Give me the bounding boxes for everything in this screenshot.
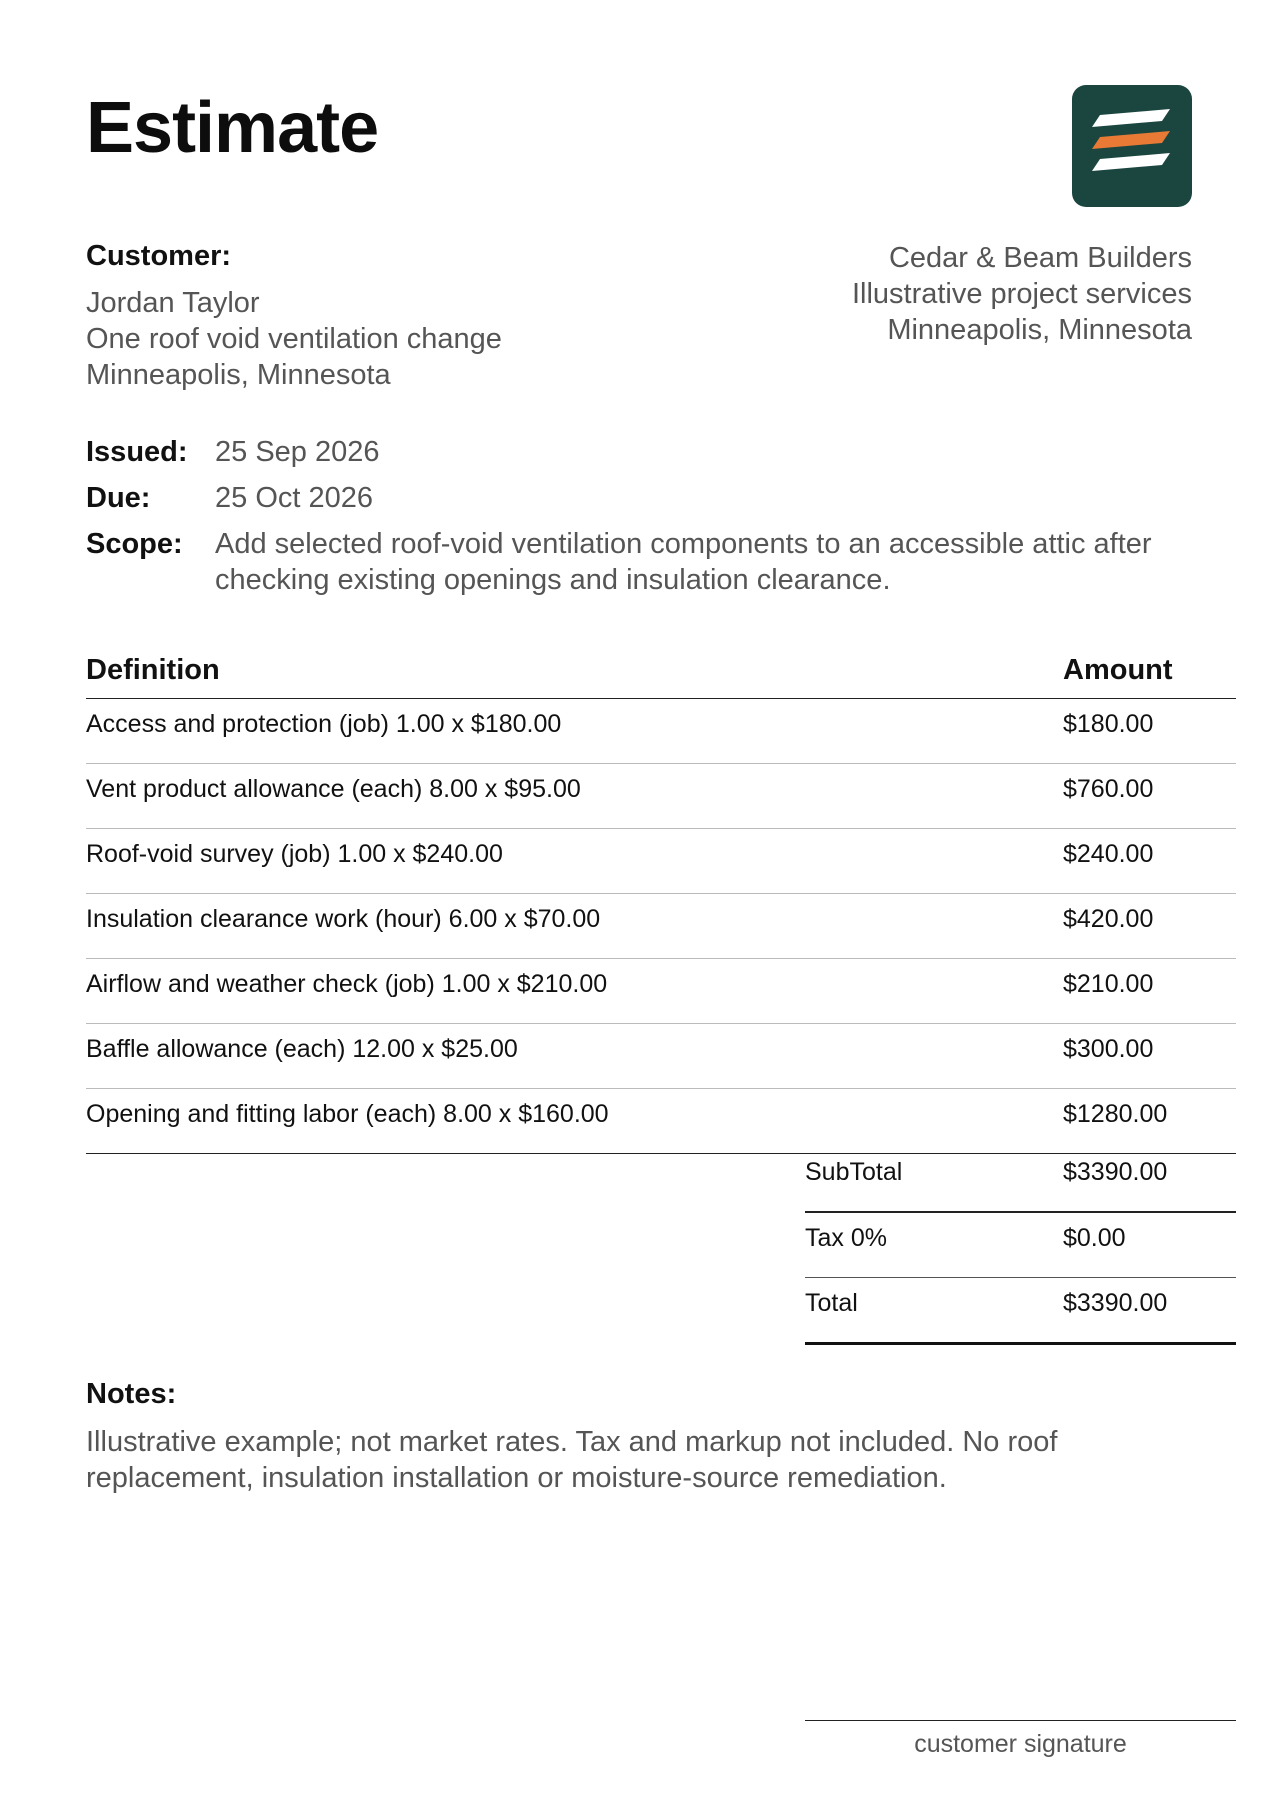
meta-row-scope [86, 526, 1196, 598]
customer-details [86, 285, 502, 393]
totals-block [805, 1147, 1236, 1345]
customer-location: Minneapolis, Minnesota [86, 359, 391, 391]
subtotal-label: SubTotal [805, 1157, 903, 1186]
table-row [86, 1024, 1236, 1089]
meta-row-issued [86, 434, 1196, 470]
subtotal-row [805, 1147, 1236, 1213]
meta-row-due [86, 480, 1196, 516]
issued-label: Issued: [86, 436, 188, 468]
due-label: Due: [86, 482, 151, 514]
item-amount: $180.00 [1063, 709, 1154, 738]
scope-text: Add selected roof-void ventilation components to an accessible attic after checking existing openings and insulation clearance. [215, 528, 1152, 596]
item-amount: $210.00 [1063, 969, 1154, 998]
item-description: Opening and fitting labor (each) 8.00 x $160.00 [86, 1099, 609, 1128]
item-description: Baffle allowance (each) 12.00 x $25.00 [86, 1034, 518, 1063]
total-row [805, 1278, 1236, 1345]
tax-value: $0.00 [1063, 1223, 1126, 1252]
item-description: Airflow and weather check (job) 1.00 x $210.00 [86, 969, 608, 998]
table-row [86, 699, 1236, 764]
customer-label: Customer: [86, 240, 232, 272]
item-description: Roof-void survey (job) 1.00 x $240.00 [86, 839, 503, 868]
table-row [86, 959, 1236, 1024]
issued-date: 25 Sep 2026 [215, 436, 380, 468]
notes-label: Notes: [86, 1378, 177, 1410]
customer-name: Jordan Taylor [86, 287, 260, 319]
due-date: 25 Oct 2026 [215, 482, 373, 514]
company-name: Cedar & Beam Builders [888, 242, 1192, 274]
table-header [86, 654, 1236, 699]
item-amount: $420.00 [1063, 904, 1154, 933]
signature-label: customer signature [914, 1730, 1127, 1758]
customer-project: One roof void ventilation change [86, 323, 502, 355]
table-row [86, 1089, 1236, 1154]
subtotal-value: $3390.00 [1063, 1157, 1168, 1186]
line-items-table [86, 654, 1236, 1154]
page-title: Estimate [86, 88, 379, 168]
item-description: Insulation clearance work (hour) 6.00 x $70.00 [86, 904, 601, 933]
item-amount: $760.00 [1063, 774, 1154, 803]
company-details [852, 240, 1192, 348]
item-amount: $1280.00 [1063, 1099, 1168, 1128]
table-row [86, 764, 1236, 829]
tax-label: Tax 0% [805, 1223, 887, 1252]
tax-row [805, 1213, 1236, 1278]
column-header-definition: Definition [86, 654, 220, 686]
item-amount: $300.00 [1063, 1034, 1154, 1063]
stacked-layers-logo-icon [1072, 85, 1192, 207]
item-description: Access and protection (job) 1.00 x $180.00 [86, 709, 562, 738]
item-description: Vent product allowance (each) 8.00 x $95.00 [86, 774, 581, 803]
company-tagline: Illustrative project services [851, 278, 1192, 310]
table-row [86, 894, 1236, 959]
scope-label: Scope: [86, 528, 183, 560]
estimate-meta [86, 434, 1196, 608]
signature-line [805, 1720, 1236, 1721]
total-value: $3390.00 [1063, 1288, 1168, 1317]
item-amount: $240.00 [1063, 839, 1154, 868]
notes-text: Illustrative example; not market rates. Tax and markup not included. No roof replacement, insulation installation or moisture-source remediation. [86, 1426, 1058, 1494]
total-label: Total [805, 1288, 858, 1317]
company-location: Minneapolis, Minnesota [887, 314, 1192, 346]
column-header-amount: Amount [1063, 654, 1173, 686]
table-row [86, 829, 1236, 894]
